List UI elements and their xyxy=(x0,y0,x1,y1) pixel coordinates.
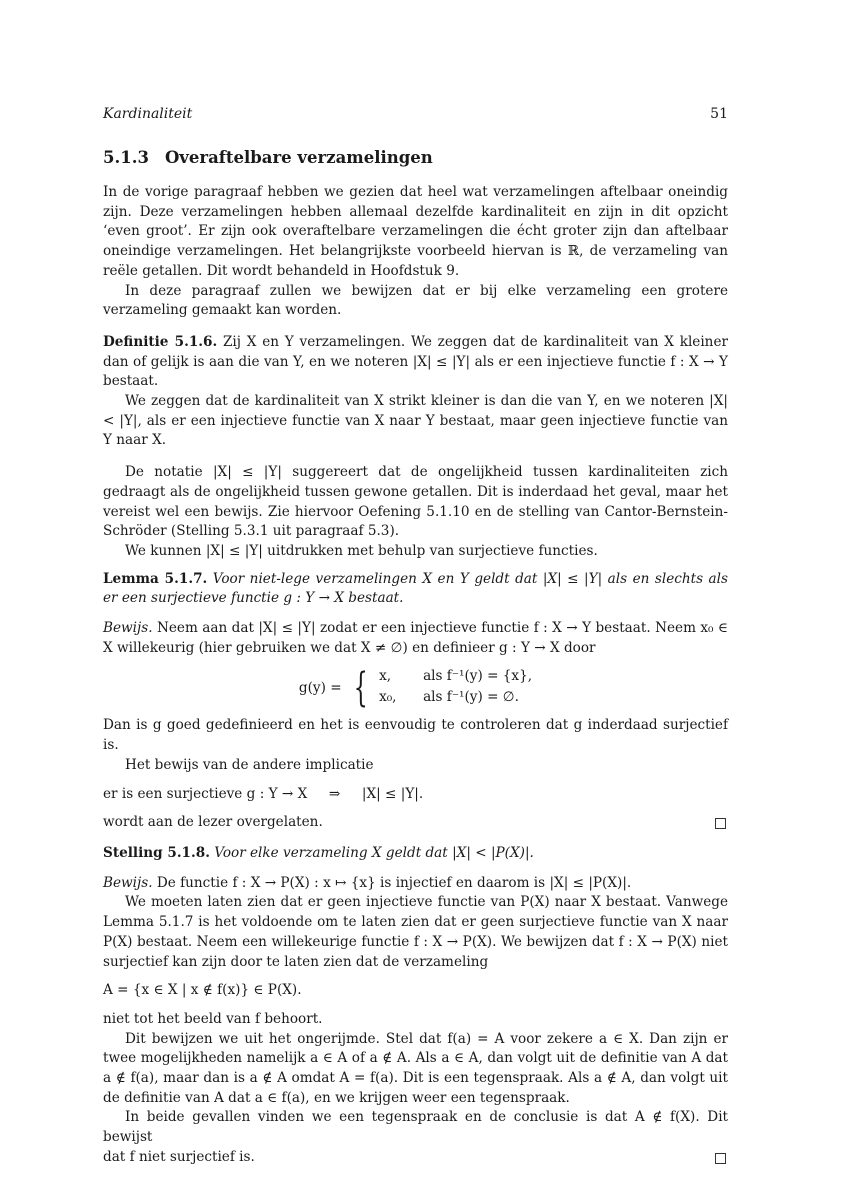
left-brace-icon: { xyxy=(353,665,368,712)
page-number: 51 xyxy=(710,106,728,122)
proof-1-label: Bewijs. xyxy=(103,620,153,637)
paragraph-intro: In de vorige paragraaf hebben we gezien dat heel wat verzamelingen aftelbaar oneindig zijn. Deze verzamelingen hebben allemaal dezelfde kardinaliteit en zijn in dit opzicht ‘even groot’. Er zijn ook overaftelbare verzamelingen die écht groter zijn dan aftelbaar oneindige verzamelingen. Het belangrijkste voorbeeld hiervan is ℝ, de verzameling van reële getallen. Dit wordt behandeld in Hoofdstuk 9. xyxy=(103,184,728,279)
definition-text-2: We zeggen dat de kardinaliteit van X strikt kleiner is dan die van Y, en we noteren |X| < |Y|, als er een injectieve functie van X naar Y bestaat, maar geen injectieve functie van Y naar X. xyxy=(103,393,728,449)
proof-2-label: Bewijs. xyxy=(103,874,153,891)
proof-1-text: Neem aan dat |X| ≤ |Y| zodat er een injectieve functie f : X → Y bestaat. Neem x₀ ∈ X willekeurig (hier gebruiken we dat X ≠ ∅) en definieer g : Y → X door xyxy=(103,620,728,656)
proof-1-end: wordt aan de lezer overgelaten. xyxy=(103,814,323,831)
case-lhs: g(y) = xyxy=(298,679,342,696)
main-content xyxy=(103,148,728,1168)
proof-1-display: er is een surjectieve g : Y → X ⇒ |X| ≤ |Y|. xyxy=(103,785,424,802)
paragraph-notation: De notatie |X| ≤ |Y| suggereert dat de ongelijkheid tussen kardinaliteiten zich gedraagt als de ongelijkheid tussen gewone getallen. Dit is inderdaad het geval, maar het vereist wel een bewijs. Zie hiervoor Oefening 5.1.10 en de stelling van Cantor-Bernstein-Schröder (Stelling 5.3.1 uit paragraaf 5.3). xyxy=(103,464,728,540)
proof-2-text: De functie f : X → P(X) : x ↦ {x} is injectief en daarom is |X| ≤ |P(X)|. xyxy=(152,874,632,891)
proof-2 xyxy=(103,874,728,894)
proof-1 xyxy=(103,619,728,658)
section-title: Overaftelbare verzamelingen xyxy=(164,148,433,167)
lemma-text: Voor niet-lege verzamelingen X en Y geldt dat |X| ≤ |Y| als en slechts als er een surjectieve functie g : Y → X bestaat. xyxy=(103,570,728,607)
definition-block xyxy=(103,333,728,392)
stelling-label: Stelling 5.1.8. xyxy=(103,844,210,861)
proof-2-p2: We moeten laten zien dat er geen injectieve functie van P(X) naar X bestaat. Vanwege Lemma 5.1.7 is het voldoende om te laten zien dat er geen surjectieve functie van X naar P(X) bestaat. Neem een willekeurige functie f : X → P(X). We bewijzen dat f : X → P(X) niet surjectief kan zijn door te laten zien dat de verzameling xyxy=(103,894,728,970)
proof-1-after: Dan is g goed gedefinieerd en het is eenvoudig te controleren dat g inderdaad surjectief is. xyxy=(103,717,728,754)
qed-icon xyxy=(715,1153,726,1164)
stelling-text: Voor elke verzameling X geldt dat |X| < |P(X)|. xyxy=(209,844,534,861)
proof-2-display: A = {x ∈ X | x ∉ f(x)} ∈ P(X). xyxy=(103,982,302,999)
running-header xyxy=(103,106,728,126)
case-2-condition: als f⁻¹(y) = ∅. xyxy=(423,689,519,706)
proof-2-p3: niet tot het beeld van f behoort. xyxy=(103,1010,323,1027)
proof-2-p5a: In beide gevallen vinden we een tegenspraak en de conclusie is dat A ∉ f(X). Dit bewijst xyxy=(103,1109,728,1146)
definition-text: Zij X en Y verzamelingen. We zeggen dat de kardinaliteit van X kleiner dan of gelijk is aan die van Y, en we noteren |X| ≤ |Y| als er een injectieve functie f : X → Y bestaat. xyxy=(103,333,728,390)
paragraph-intro-2: In deze paragraaf zullen we bewijzen dat er bij elke verzameling een grotere verzameling gemaakt kan worden. xyxy=(103,282,728,319)
qed-icon xyxy=(715,818,726,829)
proof-2-p4: Dit bewijzen we uit het ongerijmde. Stel dat f(a) = A voor zekere a ∈ X. Dan zijn er twee mogelijkheden namelijk a ∈ A of a ∉ A. Als a ∈ A, dan volgt uit de definitie van A dat a ∉ f(a), maar dan is a ∉ A omdat A = f(a). Dit is een tegenspraak. Als a ∉ A, dan volgt uit de definitie van A dat a ∈ f(a), en we krijgen weer een tegenspraak. xyxy=(103,1030,728,1106)
case-1-value: x, xyxy=(379,668,392,685)
section-heading xyxy=(103,148,728,170)
lemma-label: Lemma 5.1.7. xyxy=(103,570,208,587)
case-definition xyxy=(103,666,728,710)
proof-1-other: Het bewijs van de andere implicatie xyxy=(125,756,374,773)
paragraph-surjective: We kunnen |X| ≤ |Y| uitdrukken met behulp van surjectieve functies. xyxy=(125,542,598,559)
stelling-block xyxy=(103,844,728,864)
section-number: 5.1.3 xyxy=(103,148,149,167)
lemma-block xyxy=(103,570,728,609)
running-title: Kardinaliteit xyxy=(103,106,193,122)
proof-2-p5b: dat f niet surjectief is. xyxy=(103,1148,255,1165)
case-1-condition: als f⁻¹(y) = {x}, xyxy=(423,668,533,685)
definition-label: Definitie 5.1.6. xyxy=(103,333,218,350)
case-2-value: x₀, xyxy=(379,689,397,706)
